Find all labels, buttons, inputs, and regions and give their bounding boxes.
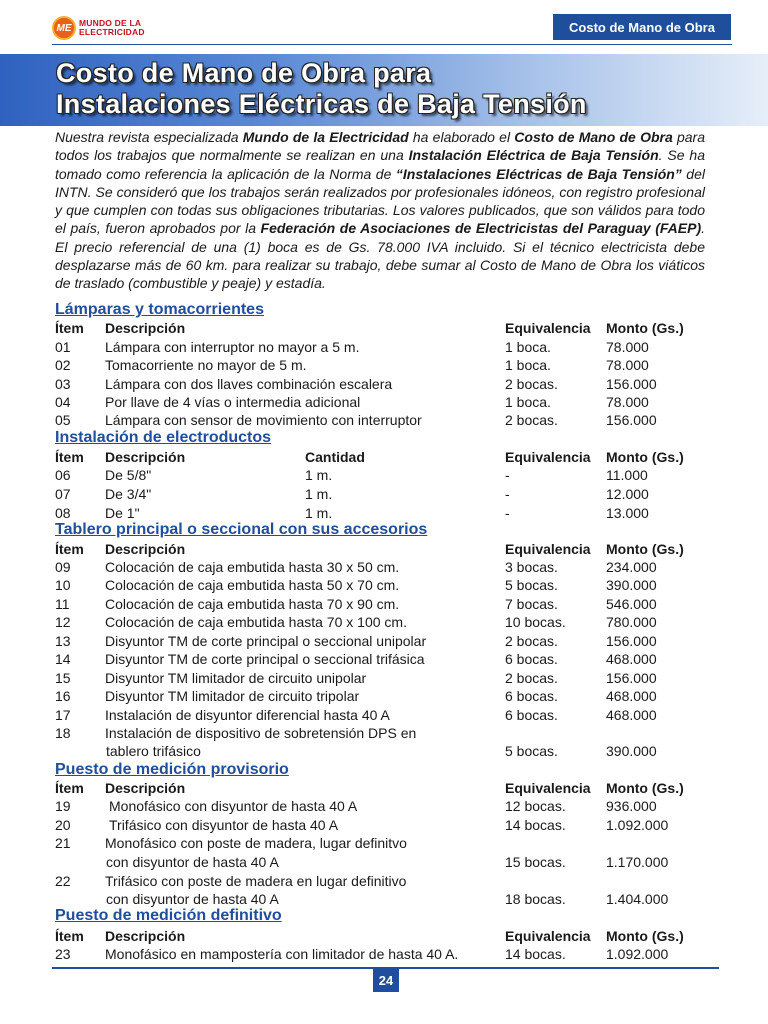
section-title-electroductos: Instalación de electroductos — [55, 429, 272, 446]
row-amount: 78.000 — [606, 394, 649, 410]
row-desc: Trifásico con disyuntor de hasta 40 A — [109, 817, 339, 833]
row-item: 11 — [55, 596, 70, 612]
col-equiv: Equivalencia — [505, 780, 591, 796]
row-desc: Tomacorriente no mayor de 5 m. — [105, 357, 307, 373]
row-desc: De 5/8" — [105, 467, 152, 483]
row-equiv: 7 bocas. — [505, 596, 558, 612]
row-equiv: 1 boca. — [505, 357, 551, 373]
row-desc: Monofásico con poste de madera, lugar definitvo — [105, 835, 407, 851]
row-desc: Colocación de caja embutida hasta 30 x 50 cm. — [105, 559, 400, 575]
col-equiv: Equivalencia — [505, 541, 591, 557]
row-amount: 78.000 — [606, 339, 649, 355]
row-amount: 1.170.000 — [606, 854, 669, 870]
row-amount: 1.092.000 — [606, 946, 669, 962]
table-row — [0, 688, 768, 706]
row-equiv: 5 bocas. — [505, 743, 558, 759]
intro-text-6: . El precio referencial de una (1) boca es de Gs. 78.000 IVA incluido. Si el técnico electricista debe desplazarse más de 60 km. para realizar su trabajo, debe sumar al Costo de Mano de Obra los viáticos de traslado (combustible y peaje) y estadía. — [55, 220, 706, 292]
row-item: 16 — [55, 688, 71, 704]
row-equiv: 15 bocas. — [505, 854, 566, 870]
row-equiv: 2 bocas. — [505, 670, 558, 686]
row-item: 13 — [55, 633, 71, 649]
table-row — [0, 633, 768, 651]
col-desc: Descripción — [105, 320, 186, 336]
table-row — [0, 670, 768, 688]
row-amount: 156.000 — [606, 670, 657, 686]
intro-text-5: del INTN. Se consideró que los trabajos serán realizados por profesionales idóneos, con registro profesional y que cumplen con todas sus obligaciones tributarias. Los valores publicados, que son válidos para todo el país, fueron aprobados por la — [55, 165, 705, 237]
page-header — [0, 0, 768, 50]
row-item: 08 — [55, 505, 71, 521]
col-desc: Descripción — [105, 780, 186, 796]
row-item: 18 — [55, 725, 71, 741]
table-header — [0, 541, 768, 559]
logo-mark: ME — [52, 16, 76, 40]
col-desc: Descripción — [105, 541, 186, 557]
row-amount: 78.000 — [606, 357, 649, 373]
intro-text-4: . Se ha tomado como referencia la aplicación de la Norma de — [55, 147, 706, 182]
section-title-tablero: Tablero principal o seccional con sus accesorios — [55, 521, 428, 538]
table-row — [0, 614, 768, 632]
row-item: 09 — [55, 559, 71, 575]
col-amount: Monto (Gs.) — [606, 928, 684, 944]
row-amount: 390.000 — [606, 743, 657, 759]
table-header — [0, 780, 768, 798]
row-amount: 936.000 — [606, 798, 657, 814]
col-equiv: Equivalencia — [505, 928, 591, 944]
table-row — [0, 798, 768, 816]
row-desc: Disyuntor TM de corte principal o seccional unipolar — [105, 633, 427, 649]
row-equiv: 2 bocas. — [505, 376, 558, 392]
row-amount: 780.000 — [606, 614, 657, 630]
intro-bold-1: Mundo de la Electricidad — [242, 129, 409, 145]
row-desc: Por llave de 4 vías o intermedia adicional — [105, 394, 361, 410]
intro-bold-3: Instalación Eléctrica de Baja Tensión — [408, 147, 659, 164]
row-item: 07 — [55, 486, 71, 502]
row-item: 06 — [55, 467, 71, 483]
table-row — [0, 394, 768, 412]
col-item: Ítem — [55, 449, 84, 465]
row-amount: 468.000 — [606, 688, 657, 704]
row-item: 05 — [55, 412, 71, 428]
page-number: 24 — [373, 968, 399, 992]
row-desc: Instalación de disyuntor diferencial hasta 40 A — [105, 707, 390, 723]
table-row — [0, 817, 768, 835]
table-row — [0, 357, 768, 375]
row-amount: 390.000 — [606, 577, 657, 593]
row-desc: Colocación de caja embutida hasta 70 x 90 cm. — [105, 596, 400, 612]
col-desc: Descripción — [105, 449, 186, 465]
row-desc: Trifásico con poste de madera en lugar definitivo — [105, 873, 407, 889]
logo-text — [79, 19, 145, 37]
section-tab: Costo de Mano de Obra — [553, 14, 731, 40]
row-amount: 468.000 — [606, 651, 657, 667]
row-equiv: 2 bocas. — [505, 412, 558, 428]
row-desc-cont: con disyuntor de hasta 40 A — [106, 891, 279, 907]
row-amount: 156.000 — [606, 376, 657, 392]
table-row — [0, 651, 768, 669]
table-row-continuation — [0, 854, 768, 872]
row-equiv: 10 bocas. — [505, 614, 566, 630]
row-qty: 1 m. — [305, 467, 333, 483]
row-equiv: 1 boca. — [505, 339, 551, 355]
row-item: 15 — [55, 670, 71, 686]
table-row — [0, 577, 768, 595]
col-item: Ítem — [55, 320, 84, 336]
col-item: Ítem — [55, 541, 84, 557]
row-amount: 1.404.000 — [606, 891, 669, 907]
article-title — [56, 58, 756, 120]
row-desc: De 3/4" — [105, 486, 152, 502]
magazine-logo — [52, 16, 145, 40]
title-line-1: Costo de Mano de Obra para — [56, 58, 432, 88]
row-equiv: 14 bocas. — [505, 817, 566, 833]
row-amount: 11.000 — [606, 467, 648, 483]
table-row — [0, 339, 768, 357]
logo-line-1: MUNDO DE LA — [79, 18, 142, 28]
intro-text-2: ha elaborado el — [408, 129, 515, 145]
row-desc: Instalación de dispositivo de sobretensión DPS en — [105, 725, 417, 741]
col-amount: Monto (Gs.) — [606, 449, 684, 465]
table-row — [0, 707, 768, 725]
row-equiv: 18 bocas. — [505, 891, 566, 907]
table-header — [0, 928, 768, 946]
row-desc: Disyuntor TM de corte principal o seccional trifásica — [105, 651, 425, 667]
col-desc: Descripción — [105, 928, 186, 944]
row-equiv: 5 bocas. — [505, 577, 558, 593]
intro-bold-4: “Instalaciones Eléctricas de Baja Tensión” — [395, 165, 682, 182]
col-equiv: Equivalencia — [505, 320, 591, 336]
row-amount: 156.000 — [606, 412, 657, 428]
row-desc: De 1" — [105, 505, 140, 521]
section-title-definitivo: Puesto de medición definitivo — [55, 907, 282, 924]
col-amount: Monto (Gs.) — [606, 780, 684, 796]
row-desc-cont: con disyuntor de hasta 40 A — [106, 854, 279, 870]
row-item: 21 — [55, 835, 71, 851]
row-desc: Colocación de caja embutida hasta 50 x 70 cm. — [105, 577, 400, 593]
row-item: 10 — [55, 577, 71, 593]
table-row — [0, 412, 768, 430]
row-item: 19 — [55, 798, 71, 814]
table-header — [0, 320, 768, 338]
table-row — [0, 486, 768, 504]
row-desc: Monofásico en mampostería con limitador de hasta 40 A. — [105, 946, 459, 962]
row-item: 03 — [55, 376, 71, 392]
row-equiv: 14 bocas. — [505, 946, 566, 962]
intro-paragraph — [55, 128, 705, 293]
row-amount: 156.000 — [606, 633, 657, 649]
row-equiv: 3 bocas. — [505, 559, 558, 575]
row-amount: 12.000 — [606, 486, 649, 502]
intro-text-3: para todos los trabajos que normalmente se realizan en una — [55, 129, 705, 164]
intro-bold-2: Costo de Mano de Obra — [514, 129, 673, 145]
header-divider — [52, 44, 732, 45]
table-row — [0, 835, 768, 853]
section-title-lamparas: Lámparas y tomacorrientes — [55, 301, 264, 318]
row-desc: Monofásico con disyuntor de hasta 40 A — [109, 798, 358, 814]
col-item: Ítem — [55, 928, 84, 944]
table-row — [0, 467, 768, 485]
row-desc: Lámpara con dos llaves combinación escalera — [105, 376, 393, 392]
row-amount: 546.000 — [606, 596, 657, 612]
row-qty: 1 m. — [305, 505, 333, 521]
title-line-2: Instalaciones Eléctricas de Baja Tensión — [56, 89, 587, 119]
col-equiv: Equivalencia — [505, 449, 591, 465]
table-header — [0, 449, 768, 467]
row-amount: 234.000 — [606, 559, 657, 575]
row-desc: Lámpara con interruptor no mayor a 5 m. — [105, 339, 360, 355]
logo-line-2: ELECTRICIDAD — [79, 27, 145, 37]
row-amount: 468.000 — [606, 707, 657, 723]
table-row-continuation — [0, 743, 768, 761]
row-equiv: 1 boca. — [505, 394, 551, 410]
row-equiv: 6 bocas. — [505, 688, 558, 704]
row-desc: Colocación de caja embutida hasta 70 x 100 cm. — [105, 614, 407, 630]
row-item: 14 — [55, 651, 71, 667]
row-item: 20 — [55, 817, 71, 833]
row-item: 23 — [55, 946, 71, 962]
row-item: 01 — [55, 339, 71, 355]
col-amount: Monto (Gs.) — [606, 541, 684, 557]
table-row — [0, 559, 768, 577]
row-equiv: - — [505, 467, 510, 483]
row-equiv: 12 bocas. — [505, 798, 566, 814]
row-item: 17 — [55, 707, 71, 723]
row-amount: 1.092.000 — [606, 817, 669, 833]
table-row — [0, 376, 768, 394]
col-amount: Monto (Gs.) — [606, 320, 684, 336]
row-desc: Disyuntor TM limitador de circuito unipolar — [105, 670, 367, 686]
row-desc-cont: tablero trifásico — [106, 743, 201, 759]
row-item: 22 — [55, 873, 71, 889]
row-desc: Disyuntor TM limitador de circuito tripolar — [105, 688, 360, 704]
row-amount: 13.000 — [606, 505, 649, 521]
section-title-provisorio: Puesto de medición provisorio — [55, 761, 289, 778]
row-equiv: - — [505, 486, 510, 502]
col-item: Ítem — [55, 780, 84, 796]
table-row — [0, 725, 768, 743]
row-item: 02 — [55, 357, 71, 373]
row-equiv: 6 bocas. — [505, 651, 558, 667]
table-row — [0, 946, 768, 964]
row-equiv: 2 bocas. — [505, 633, 558, 649]
row-equiv: 6 bocas. — [505, 707, 558, 723]
row-desc: Lámpara con sensor de movimiento con interruptor — [105, 412, 422, 428]
col-qty: Cantidad — [305, 449, 365, 465]
table-row — [0, 596, 768, 614]
row-item: 12 — [55, 614, 71, 630]
row-equiv: - — [505, 505, 510, 521]
row-item: 04 — [55, 394, 71, 410]
row-qty: 1 m. — [305, 486, 333, 502]
intro-text-1: Nuestra revista especializada — [55, 129, 243, 145]
table-row — [0, 873, 768, 891]
intro-bold-5: Federación de Asociaciones de Electricistas del Paraguay (FAEP) — [260, 220, 702, 237]
